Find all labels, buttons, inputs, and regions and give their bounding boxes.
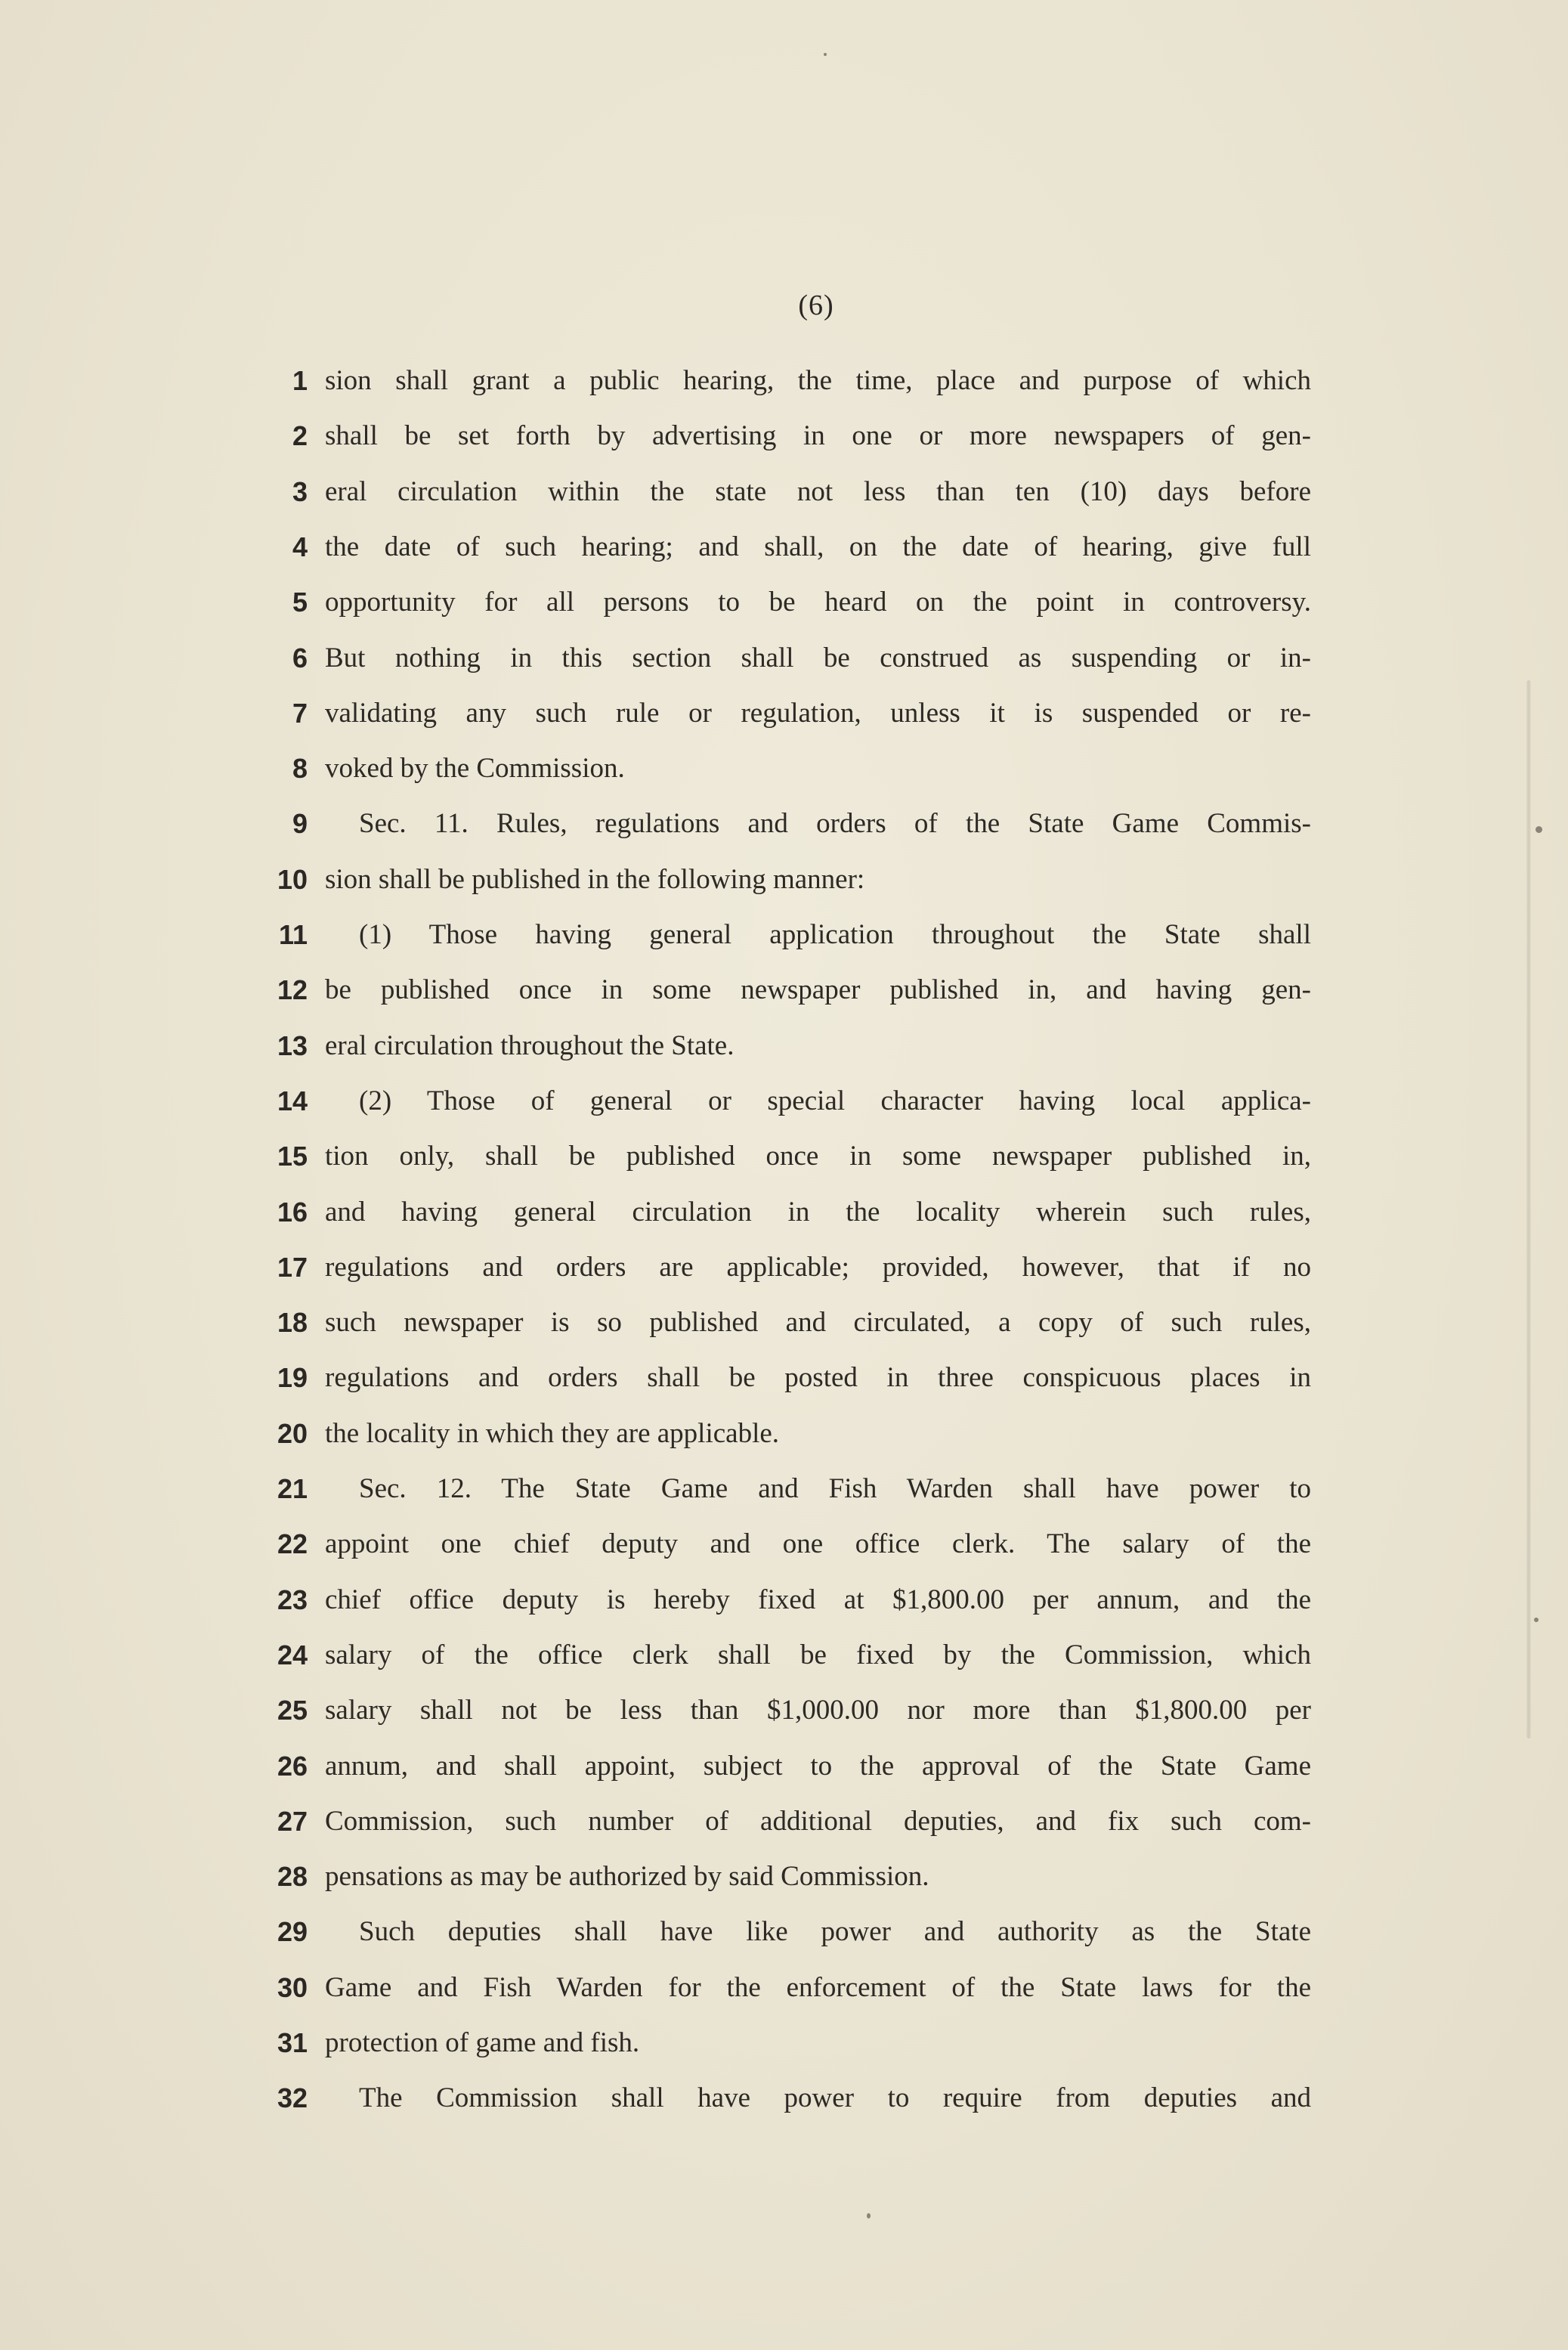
line-number: 31 xyxy=(277,2027,308,2058)
line-number: 25 xyxy=(277,1695,308,1726)
document-line xyxy=(0,1688,1568,1733)
document-line xyxy=(0,1909,1568,1955)
document-line xyxy=(0,968,1568,1013)
line-number: 32 xyxy=(277,2082,308,2113)
line-text: opportunity for all persons to be heard on the point in controversy. xyxy=(325,587,1311,618)
line-text: pensations as may be authorized by said Commission. xyxy=(325,1861,929,1892)
paper-speck xyxy=(824,53,827,56)
line-number: 26 xyxy=(277,1751,308,1782)
line-number: 21 xyxy=(277,1473,308,1504)
line-number: 17 xyxy=(277,1252,308,1283)
document-line xyxy=(0,1300,1568,1345)
line-number: 3 xyxy=(292,476,308,507)
line-number: 10 xyxy=(277,864,308,895)
page-number: (6) xyxy=(798,289,834,321)
line-text: regulations and orders are applicable; provided, however, that if no xyxy=(325,1252,1311,1283)
document-line xyxy=(0,2076,1568,2121)
document-line xyxy=(0,413,1568,459)
line-text: be published once in some newspaper published in, and having gen- xyxy=(325,974,1311,1005)
line-text: (2) Those of general or special character having local applica- xyxy=(359,1085,1311,1116)
paper-speck xyxy=(867,2213,871,2218)
line-text: Sec. 11. Rules, regulations and orders of the State Game Commis- xyxy=(359,808,1311,839)
document-line xyxy=(0,580,1568,625)
line-text: annum, and shall appoint, subject to the approval of the State Game xyxy=(325,1751,1311,1782)
document-line xyxy=(0,1134,1568,1179)
line-text: eral circulation within the state not less than ten (10) days before xyxy=(325,476,1311,507)
line-number: 27 xyxy=(277,1806,308,1837)
line-number: 22 xyxy=(277,1528,308,1559)
line-number: 16 xyxy=(277,1197,308,1228)
line-text: the date of such hearing; and shall, on the date of hearing, give full xyxy=(325,531,1311,562)
document-line xyxy=(0,1744,1568,1789)
line-number: 29 xyxy=(277,1916,308,1947)
line-text: shall be set forth by advertising in one or more newspapers of gen- xyxy=(325,420,1311,451)
line-number: 15 xyxy=(277,1141,308,1172)
document-line xyxy=(0,746,1568,791)
line-number: 13 xyxy=(277,1030,308,1061)
line-text: protection of game and fish. xyxy=(325,2027,640,2058)
document-line xyxy=(0,1522,1568,1567)
line-text: sion shall be published in the following manner: xyxy=(325,864,865,895)
line-text: chief office deputy is hereby fixed at $1,800.00 per annum, and the xyxy=(325,1584,1311,1615)
document-line xyxy=(0,1578,1568,1623)
line-number: 2 xyxy=(292,420,308,451)
line-number: 4 xyxy=(292,531,308,562)
line-text: salary of the office clerk shall be fixed by the Commission, which xyxy=(325,1639,1311,1670)
line-number: 6 xyxy=(292,642,308,673)
document-line xyxy=(0,857,1568,903)
document-line xyxy=(0,525,1568,570)
line-text: eral circulation throughout the State. xyxy=(325,1030,735,1061)
line-text: and having general circulation in the locality wherein such rules, xyxy=(325,1197,1311,1228)
document-line xyxy=(0,1245,1568,1290)
document-line xyxy=(0,1190,1568,1235)
document-line xyxy=(0,1799,1568,1844)
line-text: (1) Those having general application throughout the State shall xyxy=(359,919,1311,950)
line-number: 7 xyxy=(292,698,308,729)
line-text: validating any such rule or regulation, unless it is suspended or re- xyxy=(325,698,1311,729)
document-line xyxy=(0,358,1568,404)
document-line xyxy=(0,1633,1568,1678)
document-line xyxy=(0,801,1568,847)
document-line xyxy=(0,636,1568,681)
line-number: 18 xyxy=(277,1307,308,1338)
document-line xyxy=(0,469,1568,515)
line-text: Such deputies shall have like power and authority as the State xyxy=(359,1916,1311,1947)
line-text: Game and Fish Warden for the enforcement of the State laws for the xyxy=(325,1972,1311,2003)
line-number: 30 xyxy=(277,1972,308,2003)
line-number: 11 xyxy=(278,919,308,950)
line-number: 14 xyxy=(277,1085,308,1116)
line-text: sion shall grant a public hearing, the time, place and purpose of which xyxy=(325,365,1311,396)
line-number: 20 xyxy=(277,1418,308,1449)
line-text: salary shall not be less than $1,000.00 nor more than $1,800.00 per xyxy=(325,1695,1311,1726)
line-number: 19 xyxy=(277,1362,308,1393)
line-number: 8 xyxy=(292,753,308,784)
line-number: 9 xyxy=(292,808,308,839)
document-line xyxy=(0,1854,1568,1900)
document-line xyxy=(0,1411,1568,1457)
document-line xyxy=(0,2020,1568,2066)
line-text: But nothing in this section shall be construed as suspending or in- xyxy=(325,642,1311,673)
line-number: 24 xyxy=(277,1639,308,1670)
line-text: such newspaper is so published and circulated, a copy of such rules, xyxy=(325,1307,1311,1338)
line-text: voked by the Commission. xyxy=(325,753,625,784)
document-line xyxy=(0,1355,1568,1401)
document-line xyxy=(0,1466,1568,1512)
document-line xyxy=(0,1023,1568,1069)
line-text: Commission, such number of additional deputies, and fix such com- xyxy=(325,1806,1311,1837)
document-line xyxy=(0,912,1568,958)
line-text: the locality in which they are applicable. xyxy=(325,1418,780,1449)
document-line xyxy=(0,1965,1568,2011)
line-text: appoint one chief deputy and one office clerk. The salary of the xyxy=(325,1528,1311,1559)
line-text: regulations and orders shall be posted in three conspicuous places in xyxy=(325,1362,1311,1393)
line-number: 12 xyxy=(277,974,308,1005)
line-text: The Commission shall have power to require from deputies and xyxy=(359,2082,1311,2113)
line-number: 5 xyxy=(292,587,308,618)
line-text: Sec. 12. The State Game and Fish Warden shall have power to xyxy=(359,1473,1311,1504)
line-number: 1 xyxy=(292,365,308,396)
line-number: 28 xyxy=(277,1861,308,1892)
line-text: tion only, shall be published once in some newspaper published in, xyxy=(325,1141,1311,1172)
document-line xyxy=(0,691,1568,736)
line-number: 23 xyxy=(277,1584,308,1615)
document-line xyxy=(0,1079,1568,1124)
